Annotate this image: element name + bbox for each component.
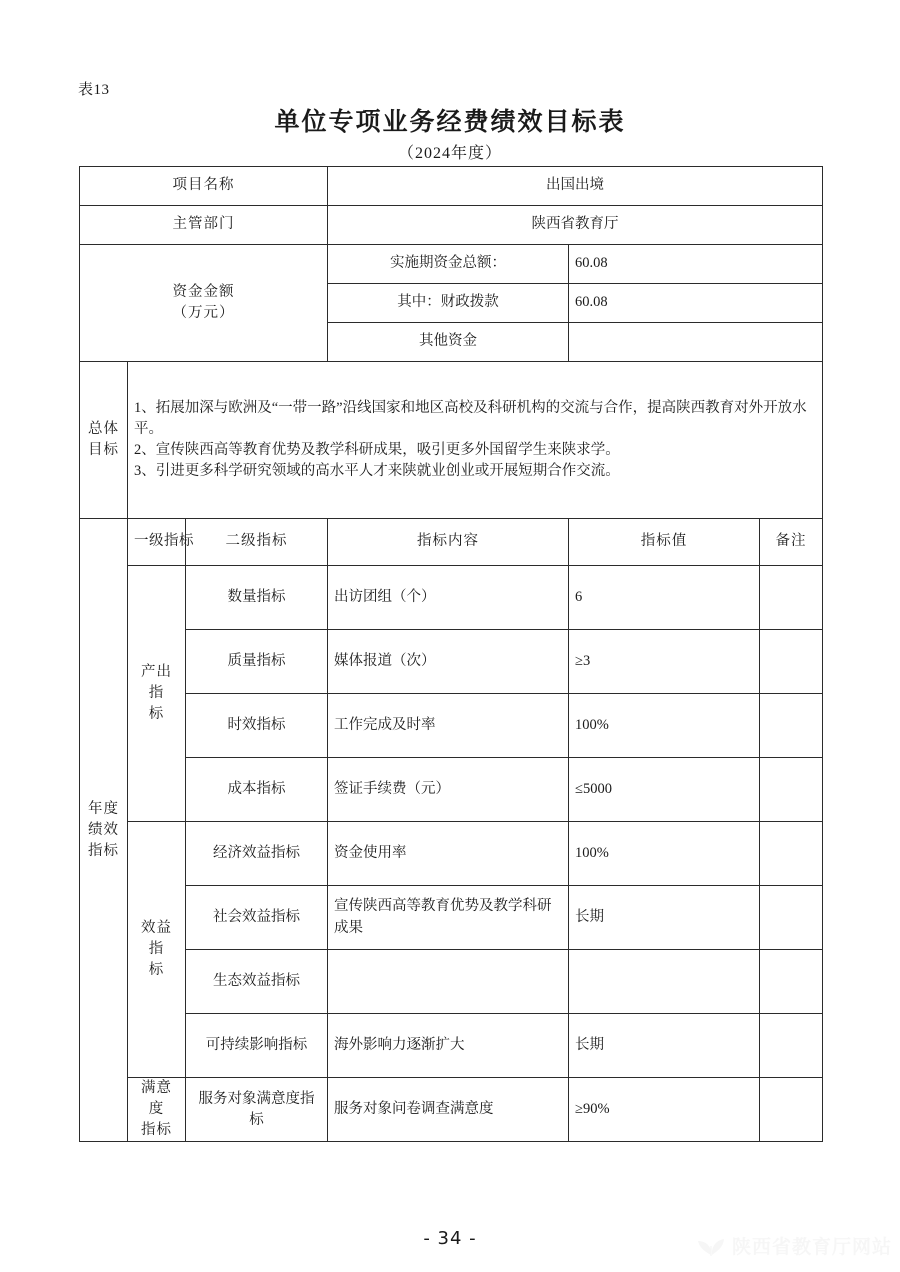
- cell-value: 100%: [569, 822, 760, 886]
- cell-remark: [760, 950, 823, 1014]
- cell-value: ≥90%: [569, 1078, 760, 1142]
- table-row-project-name: [80, 167, 823, 206]
- cell-content: 海外影响力逐渐扩大: [328, 1014, 569, 1078]
- overall-goals-label: [80, 362, 128, 519]
- table-row-department: [80, 206, 823, 245]
- overall-goal-line: 3、引进更多科学研究领域的高水平人才来陕就业创业或开展短期合作交流。: [134, 463, 620, 480]
- column-header-value: 指标值: [569, 519, 760, 566]
- cell-value: ≥3: [569, 630, 760, 694]
- page-number: - 34 -: [423, 1228, 477, 1249]
- project-name-label: 项目名称: [80, 167, 328, 206]
- table-row: [80, 1078, 823, 1142]
- group-label-output: [128, 566, 186, 822]
- group-label-line2: 标: [148, 962, 165, 978]
- cell-content: 宣传陕西高等教育优势及教学科研成果: [328, 886, 569, 950]
- cell-level2: 经济效益指标: [186, 822, 328, 886]
- funds-amount-label: [80, 245, 328, 362]
- cell-content: 服务对象问卷调查满意度: [328, 1078, 569, 1142]
- project-name-value: 出国出境: [328, 167, 823, 206]
- cell-level2: 时效指标: [186, 694, 328, 758]
- watermark-text: 陕西省教育厅网站: [731, 1235, 892, 1258]
- page-subtitle: （2024年度）: [397, 145, 502, 162]
- cell-level2: 服务对象满意度指标: [186, 1078, 328, 1142]
- cell-content: 工作完成及时率: [328, 694, 569, 758]
- overall-goal-line: 1、拓展加深与欧洲及“一带一路”沿线国家和地区高校及科研机构的交流与合作，提高陕西教育对外开放水平。: [134, 399, 807, 437]
- table-row: [80, 1014, 823, 1078]
- cell-value: [569, 950, 760, 1014]
- group-label-line2: 标: [148, 706, 165, 722]
- cell-value: 长期: [569, 1014, 760, 1078]
- overall-goal-line: 2、宣传陕西高等教育优势及教学科研成果，吸引更多外国留学生来陕求学。: [134, 442, 620, 458]
- cell-remark: [760, 1014, 823, 1078]
- cell-level2: 生态效益指标: [186, 950, 328, 1014]
- cell-content: 签证手续费（元）: [328, 758, 569, 822]
- department-label: 主管部门: [80, 206, 328, 245]
- overall-goals-label-line1: 总体: [88, 420, 119, 437]
- table-row: [80, 886, 823, 950]
- group-label-satisfaction: [128, 1078, 186, 1142]
- table-row-funds-total: [80, 245, 823, 284]
- funds-row-label: 实施期资金总额：: [328, 245, 569, 284]
- cell-content: [328, 950, 569, 1014]
- site-watermark: [696, 1230, 892, 1260]
- funds-row-label: 其中：财政拨款: [328, 284, 569, 323]
- group-label-line1: 产出指: [141, 663, 172, 701]
- annual-performance-label-line1: 年度: [88, 800, 119, 817]
- annual-performance-label-line3: 指标: [88, 842, 119, 859]
- cell-content: 资金使用率: [328, 822, 569, 886]
- table-row: [80, 630, 823, 694]
- table-number-label: 表13: [78, 82, 110, 98]
- table-row: [80, 822, 823, 886]
- table-row: [80, 950, 823, 1014]
- cell-value: 长期: [569, 886, 760, 950]
- column-header-level2: 二级指标: [186, 519, 328, 566]
- column-header-content: 指标内容: [328, 519, 569, 566]
- department-value: 陕西省教育厅: [328, 206, 823, 245]
- funds-amount-label-line2: （万元）: [172, 305, 235, 321]
- cell-level2: 质量指标: [186, 630, 328, 694]
- table-header-row-indicators: [80, 519, 823, 566]
- cell-value: 100%: [569, 694, 760, 758]
- table-row: [80, 758, 823, 822]
- cell-remark: [760, 886, 823, 950]
- leaf-logo-icon: [696, 1232, 726, 1258]
- cell-remark: [760, 1078, 823, 1142]
- cell-content: 媒体报道（次）: [328, 630, 569, 694]
- page-title: 单位专项业务经费绩效目标表: [274, 107, 626, 136]
- funds-row-value: 60.08: [569, 245, 823, 284]
- column-header-level1: 一级指标: [128, 519, 186, 566]
- annual-performance-label: [80, 519, 128, 1142]
- group-label-line1: 效益指: [141, 919, 172, 957]
- cell-level2: 可持续影响指标: [186, 1014, 328, 1078]
- column-header-remark: 备注: [760, 519, 823, 566]
- table-row-overall-goals: [80, 362, 823, 519]
- cell-remark: [760, 694, 823, 758]
- funds-row-value: [569, 323, 823, 362]
- cell-level2: 数量指标: [186, 566, 328, 630]
- cell-remark: [760, 822, 823, 886]
- group-label-line2: 指标: [141, 1122, 172, 1139]
- cell-remark: [760, 630, 823, 694]
- table-row: [80, 566, 823, 630]
- cell-remark: [760, 566, 823, 630]
- cell-value: ≤5000: [569, 758, 760, 822]
- overall-goals-label-line2: 目标: [88, 442, 119, 458]
- overall-goals-content: [128, 362, 823, 519]
- group-label-benefit: [128, 822, 186, 1078]
- cell-level2: 社会效益指标: [186, 886, 328, 950]
- performance-target-table: [79, 166, 823, 1142]
- funds-row-label: 其他资金: [328, 323, 569, 362]
- cell-content: 出访团组（个）: [328, 566, 569, 630]
- cell-level2: 成本指标: [186, 758, 328, 822]
- cell-remark: [760, 758, 823, 822]
- annual-performance-label-line2: 绩效: [88, 821, 119, 838]
- funds-row-value: 60.08: [569, 284, 823, 323]
- cell-value: 6: [569, 566, 760, 630]
- table-row: [80, 694, 823, 758]
- group-label-line1: 满意度: [141, 1080, 172, 1118]
- funds-amount-label-line1: 资金金额: [172, 283, 235, 300]
